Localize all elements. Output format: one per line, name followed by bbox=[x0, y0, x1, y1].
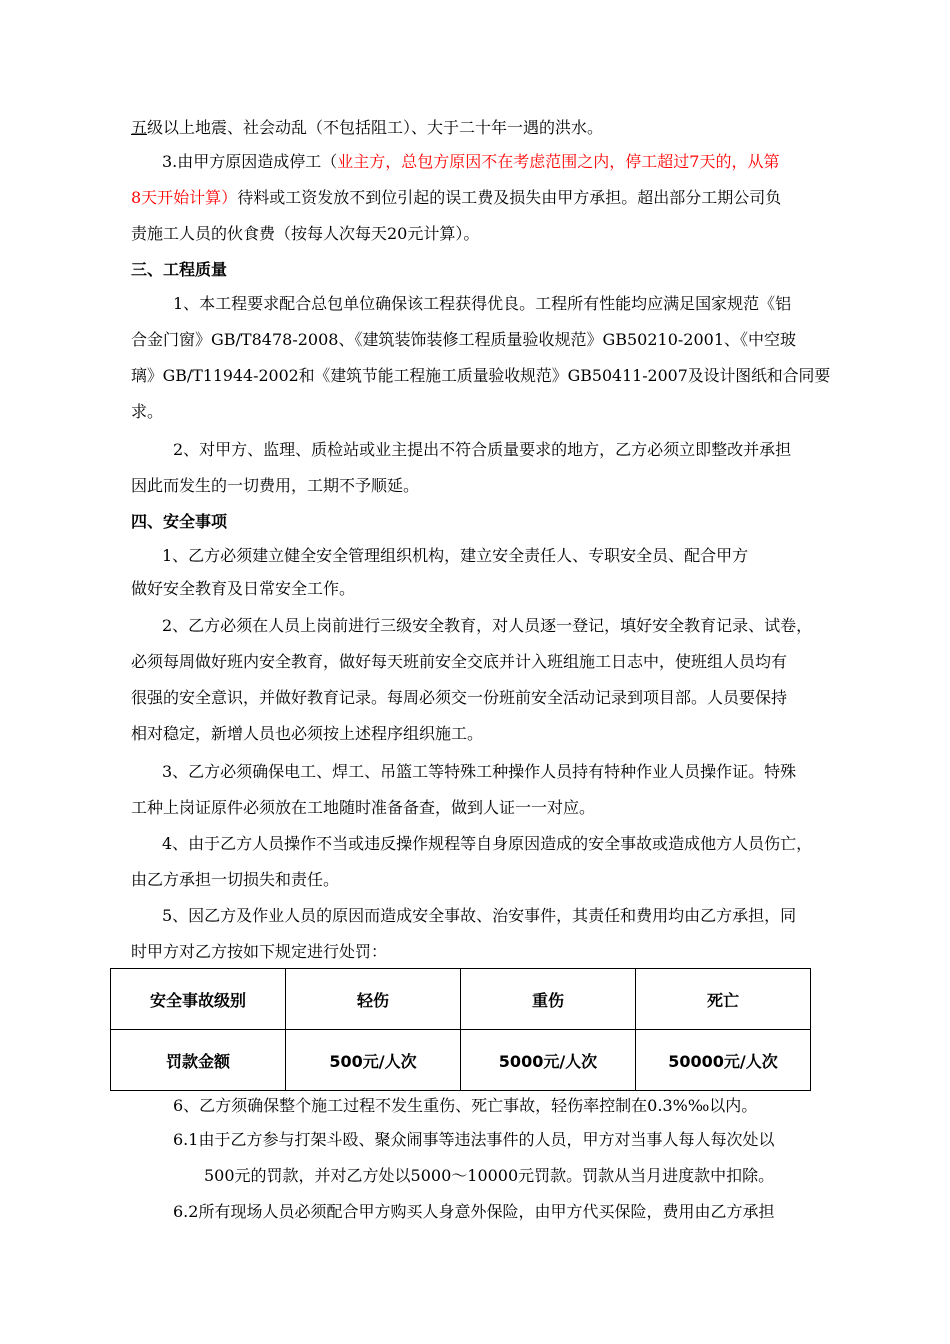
table-cell: 重伤 bbox=[461, 969, 636, 1030]
safety-3-line-1: 3、乙方必须确保电工、焊工、吊篮工等特殊工种操作人员持有特种作业人员操作证。特殊 bbox=[162, 762, 797, 781]
table-cell: 500元/人次 bbox=[286, 1030, 461, 1091]
safety-4-line-1: 4、由于乙方人员操作不当或违反操作规程等自身原因造成的安全事故或造成他方人员伤亡， bbox=[162, 834, 813, 853]
table-cell: 安全事故级别 bbox=[111, 969, 286, 1030]
safety-1-line-1: 1、乙方必须建立健全安全管理组织机构，建立安全责任人、专职安全员、配合甲方 bbox=[162, 546, 749, 565]
safety-3-line-2: 工种上岗证原件必须放在工地随时准备备查，做到人证一一对应。 bbox=[131, 798, 596, 817]
red-note: 8天开始计算） bbox=[131, 188, 238, 207]
safety-6-1-line-1: 6.1由于乙方参与打架斗殴、聚众闹事等违法事件的人员，甲方对当事人每人每次处以 bbox=[173, 1130, 775, 1149]
line-earthquake bbox=[131, 118, 603, 138]
clause-3-line-2 bbox=[131, 188, 781, 208]
line-text: 待料或工资发放不到位引起的误工费及损失由甲方承担。超出部分工期公司负 bbox=[237, 188, 782, 207]
table-header-row bbox=[111, 969, 811, 1030]
table-cell: 轻伤 bbox=[286, 969, 461, 1030]
line-text: 级以上地震、社会动乱（不包括阻工）、大于二十年一遇的洪水。 bbox=[147, 118, 604, 137]
red-note: 业主方，总包方原因不在考虑范围之内，停工超过7天的，从第 bbox=[337, 152, 780, 171]
quality-1-line-2: 合金门窗》GB/T8478-2008、《建筑装饰装修工程质量验收规范》GB50210-2001、《中空玻 bbox=[131, 330, 797, 349]
quality-1-line-1: 1、本工程要求配合总包单位确保该工程获得优良。工程所有性能均应满足国家规范《铝 bbox=[173, 294, 792, 313]
section-heading-quality: 三、工程质量 bbox=[131, 260, 228, 279]
safety-2-line-3: 很强的安全意识，并做好教育记录。每周必须交一份班前安全活动记录到项目部。人员要保持 bbox=[131, 688, 788, 707]
safety-5-line-1: 5、因乙方及作业人员的原因而造成安全事故、治安事件，其责任和费用均由乙方承担，同 bbox=[162, 906, 797, 925]
safety-4-line-2: 由乙方承担一切损失和责任。 bbox=[131, 870, 340, 889]
table-row bbox=[111, 1030, 811, 1091]
table-cell: 罚款金额 bbox=[111, 1030, 286, 1091]
safety-2-line-2: 必须每周做好班内安全教育，做好每天班前安全交底并计入班组施工日志中，使班组人员均有 bbox=[131, 652, 788, 671]
quality-1-line-4: 求。 bbox=[131, 402, 164, 421]
underlined-char: 五 bbox=[131, 118, 148, 137]
quality-1-line-3: 璃》GB/T11944-2002和《建筑节能工程施工质量验收规范》GB50411-2007及设计图纸和合同要 bbox=[131, 366, 831, 385]
quality-2-line-2: 因此而发生的一切费用，工期不予顺延。 bbox=[131, 476, 420, 495]
quality-2-line-1: 2、对甲方、监理、质检站或业主提出不符合质量要求的地方，乙方必须立即整改并承担 bbox=[173, 440, 792, 459]
safety-6-1-line-2: 500元的罚款，并对乙方处以5000～10000元罚款。罚款从当月进度款中扣除。 bbox=[204, 1166, 775, 1185]
section-heading-safety: 四、安全事项 bbox=[131, 512, 228, 531]
table-cell: 50000元/人次 bbox=[636, 1030, 811, 1091]
safety-6-2-line-1: 6.2所有现场人员必须配合甲方购买人身意外保险，由甲方代买保险，费用由乙方承担 bbox=[173, 1202, 775, 1221]
clause-3-line-1 bbox=[162, 152, 779, 172]
penalty-table bbox=[110, 968, 811, 1091]
safety-1-line-2: 做好安全教育及日常安全工作。 bbox=[131, 579, 356, 598]
safety-6-line: 6、乙方须确保整个施工过程不发生重伤、死亡事故，轻伤率控制在0.3%‰以内。 bbox=[173, 1096, 758, 1115]
safety-2-line-4: 相对稳定，新增人员也必须按上述程序组织施工。 bbox=[131, 724, 484, 743]
line-text: 3.由甲方原因造成停工（ bbox=[162, 152, 338, 171]
table-cell: 5000元/人次 bbox=[461, 1030, 636, 1091]
safety-5-line-2: 时甲方对乙方按如下规定进行处罚： bbox=[131, 942, 388, 961]
safety-2-line-1: 2、乙方必须在人员上岗前进行三级安全教育，对人员逐一登记，填好安全教育记录、试卷， bbox=[162, 616, 813, 635]
table-cell: 死亡 bbox=[636, 969, 811, 1030]
clause-3-line-3: 责施工人员的伙食费（按每人次每天20元计算）。 bbox=[131, 224, 480, 243]
